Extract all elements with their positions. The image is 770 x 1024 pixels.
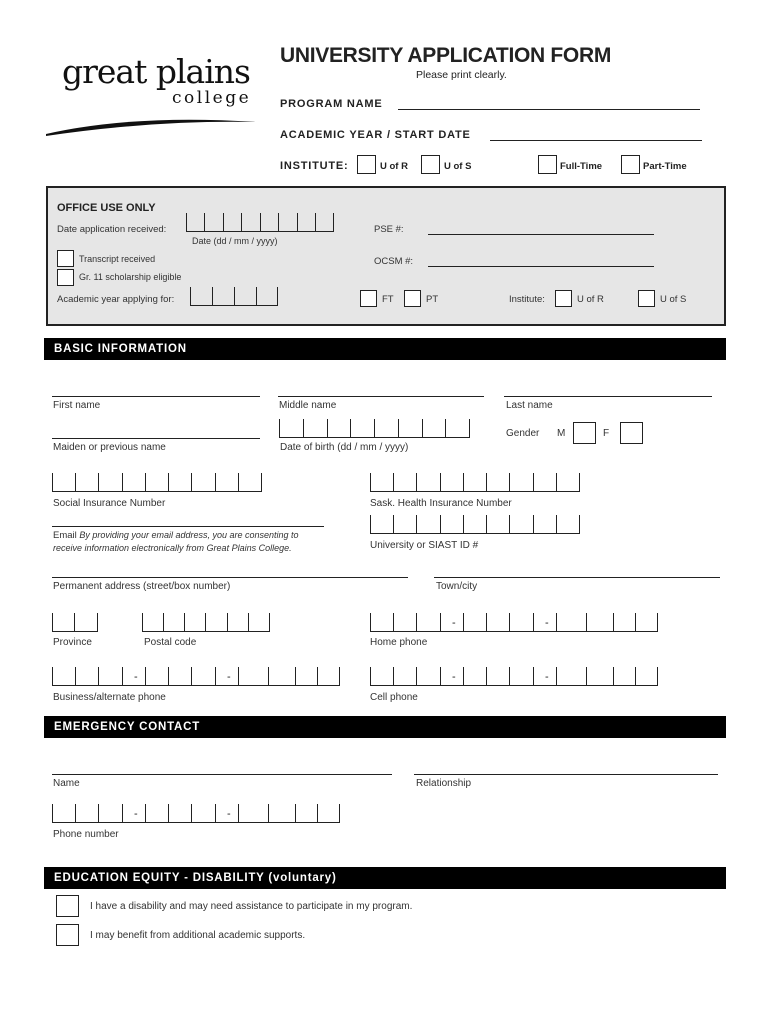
pt-checkbox[interactable] bbox=[404, 290, 421, 307]
date-received-field[interactable] bbox=[186, 214, 334, 232]
sin-label: Social Insurance Number bbox=[53, 498, 166, 509]
postal-code-field[interactable] bbox=[142, 614, 270, 632]
program-name-label: PROGRAM NAME bbox=[280, 98, 383, 110]
sin-field[interactable] bbox=[52, 474, 262, 492]
address-field[interactable] bbox=[52, 577, 408, 578]
gender-m-label: M bbox=[557, 428, 566, 439]
home-phone-label: Home phone bbox=[370, 637, 428, 648]
dob-field[interactable] bbox=[279, 420, 470, 438]
form-subtitle: Please print clearly. bbox=[416, 69, 507, 81]
emergency-phone-field[interactable]: - - bbox=[52, 805, 340, 823]
scholarship-label: Gr. 11 scholarship eligible bbox=[79, 272, 182, 282]
email-label bbox=[53, 530, 299, 541]
ft-label: FT bbox=[382, 294, 394, 305]
program-name-field[interactable] bbox=[398, 109, 700, 110]
academic-supports-label: I may benefit from additional academic supports. bbox=[90, 930, 306, 941]
u-of-r-checkbox[interactable] bbox=[357, 155, 376, 174]
health-number-field[interactable] bbox=[370, 474, 580, 492]
date-received-label: Date application received: bbox=[57, 224, 167, 235]
first-name-label: First name bbox=[53, 400, 101, 411]
part-time-checkbox[interactable] bbox=[621, 155, 640, 174]
emergency-name-field[interactable] bbox=[52, 774, 392, 775]
office-u-of-r-label: U of R bbox=[577, 294, 604, 305]
office-title: OFFICE USE ONLY bbox=[57, 202, 156, 214]
office-institute-label: Institute: bbox=[509, 294, 545, 305]
ocsm-label: OCSM #: bbox=[374, 256, 414, 267]
pt-label: PT bbox=[426, 294, 439, 305]
emergency-phone-label: Phone number bbox=[53, 829, 119, 840]
health-number-label: Sask. Health Insurance Number bbox=[370, 498, 512, 509]
academic-supports-checkbox[interactable] bbox=[56, 924, 79, 946]
first-name-field[interactable] bbox=[52, 396, 260, 397]
town-field[interactable] bbox=[434, 577, 720, 578]
last-name-label: Last name bbox=[506, 400, 553, 411]
gender-f-label: F bbox=[603, 428, 610, 439]
gender-f-checkbox[interactable] bbox=[620, 422, 643, 444]
academic-year-field[interactable] bbox=[490, 140, 702, 141]
email-consent-note-2: receive information electronically from Great Plains College. bbox=[53, 543, 292, 553]
basic-info-heading: BASIC INFORMATION bbox=[44, 338, 726, 360]
pse-label: PSE #: bbox=[374, 224, 404, 235]
academic-year-label: ACADEMIC YEAR / START DATE bbox=[280, 129, 471, 141]
logo-name: great plains bbox=[62, 52, 250, 91]
emergency-heading: EMERGENCY CONTACT bbox=[44, 716, 726, 738]
logo-subname: college bbox=[172, 88, 252, 108]
relationship-label: Relationship bbox=[416, 778, 472, 789]
year-applying-label: Academic year applying for: bbox=[57, 294, 175, 305]
form-title: UNIVERSITY APPLICATION FORM bbox=[280, 44, 612, 67]
u-of-s-checkbox[interactable] bbox=[421, 155, 440, 174]
college-logo bbox=[44, 52, 264, 142]
transcript-label: Transcript received bbox=[79, 254, 156, 264]
business-phone-label: Business/alternate phone bbox=[53, 692, 166, 703]
gender-m-checkbox[interactable] bbox=[573, 422, 596, 444]
gender-label: Gender bbox=[506, 428, 540, 439]
u-of-r-label: U of R bbox=[380, 161, 408, 172]
emergency-name-label: Name bbox=[53, 778, 80, 789]
dob-label: Date of birth (dd / mm / yyyy) bbox=[280, 442, 409, 453]
office-u-of-s-checkbox[interactable] bbox=[638, 290, 655, 307]
address-label: Permanent address (street/box number) bbox=[53, 581, 231, 592]
email-field[interactable] bbox=[52, 526, 324, 527]
email-consent-note: By providing your email address, you are consenting to bbox=[79, 530, 299, 540]
university-id-label: University or SIAST ID # bbox=[370, 540, 479, 551]
part-time-label: Part-Time bbox=[643, 161, 687, 172]
email-label-text: Email bbox=[53, 530, 77, 541]
full-time-label: Full-Time bbox=[560, 161, 603, 172]
disability-assistance-checkbox[interactable] bbox=[56, 895, 79, 917]
last-name-field[interactable] bbox=[504, 396, 712, 397]
province-field[interactable] bbox=[52, 614, 98, 632]
transcript-checkbox[interactable] bbox=[57, 250, 74, 267]
scholarship-checkbox[interactable] bbox=[57, 269, 74, 286]
disability-assistance-label: I have a disability and may need assistance to participate in my program. bbox=[90, 901, 413, 912]
full-time-checkbox[interactable] bbox=[538, 155, 557, 174]
year-applying-field[interactable] bbox=[190, 288, 278, 306]
office-use-panel bbox=[46, 186, 726, 326]
relationship-field[interactable] bbox=[414, 774, 718, 775]
logo-swoosh bbox=[44, 112, 264, 142]
cell-phone-label: Cell phone bbox=[370, 692, 418, 703]
pse-field[interactable] bbox=[428, 234, 654, 235]
equity-heading: EDUCATION EQUITY - DISABILITY (voluntary) bbox=[44, 867, 726, 889]
maiden-name-label: Maiden or previous name bbox=[53, 442, 166, 453]
u-of-s-label: U of S bbox=[444, 161, 472, 172]
province-label: Province bbox=[53, 637, 92, 648]
town-label: Town/city bbox=[436, 581, 478, 592]
cell-phone-field[interactable]: - - bbox=[370, 668, 658, 686]
middle-name-field[interactable] bbox=[278, 396, 484, 397]
ft-checkbox[interactable] bbox=[360, 290, 377, 307]
home-phone-field[interactable]: - - bbox=[370, 614, 658, 632]
office-u-of-s-label: U of S bbox=[660, 294, 687, 305]
maiden-name-field[interactable] bbox=[52, 438, 260, 439]
postal-code-label: Postal code bbox=[144, 637, 197, 648]
middle-name-label: Middle name bbox=[279, 400, 337, 411]
university-id-field[interactable] bbox=[370, 516, 580, 534]
date-format-label: Date (dd / mm / yyyy) bbox=[192, 236, 278, 246]
ocsm-field[interactable] bbox=[428, 266, 654, 267]
business-phone-field[interactable]: - - bbox=[52, 668, 340, 686]
office-u-of-r-checkbox[interactable] bbox=[555, 290, 572, 307]
institute-label: INSTITUTE: bbox=[280, 160, 349, 172]
